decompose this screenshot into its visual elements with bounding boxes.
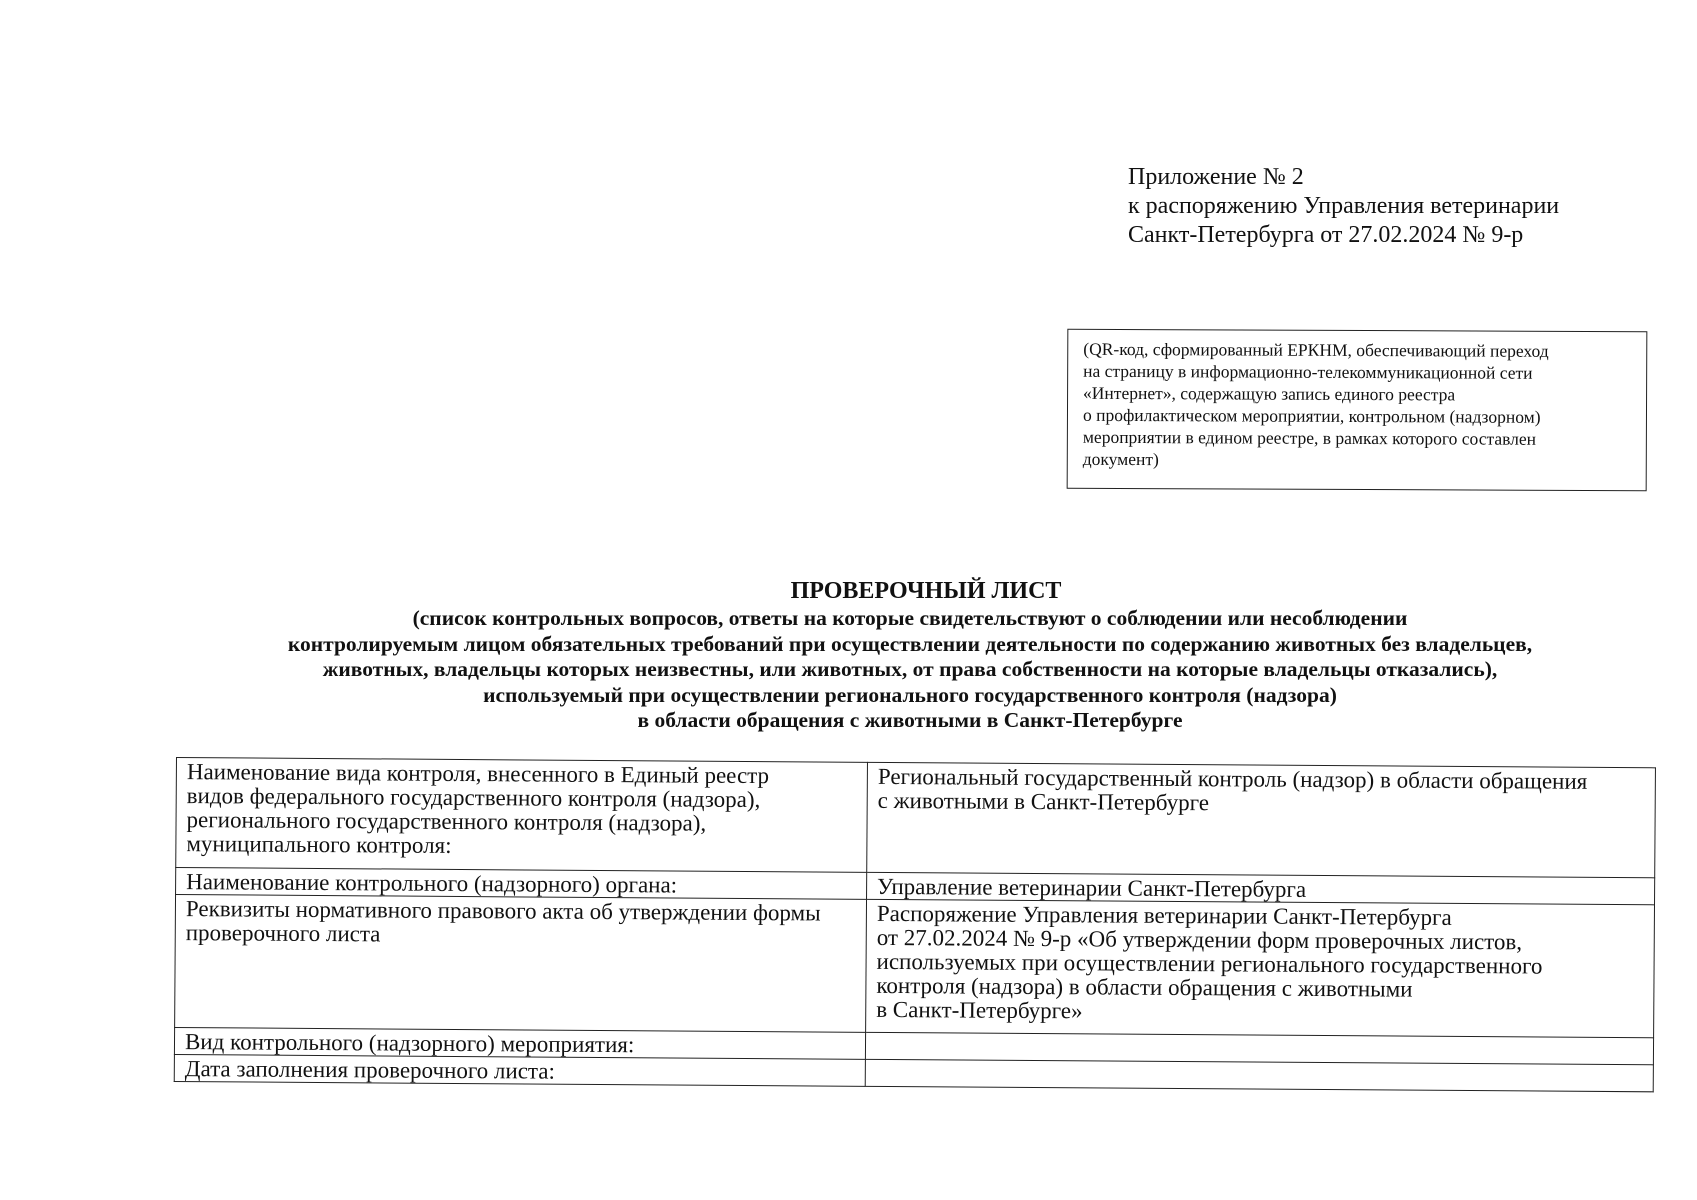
cell-line: Управление ветеринарии Санкт-Петербурга: [877, 873, 1307, 902]
appendix-header: [1128, 163, 1559, 250]
checklist-info-table: [174, 757, 1656, 1092]
appendix-line: Санкт-Петербурга от 27.02.2024 № 9-р: [1128, 222, 1524, 248]
cell-line: Наименование вида контроля, внесенного в Единый реестр: [186, 759, 770, 789]
cell-line: в Санкт-Петербурге»: [876, 996, 1083, 1024]
table-row: [176, 758, 1656, 878]
row-value-cell-empty[interactable]: [865, 1059, 1653, 1092]
row-label-cell: [175, 895, 867, 1033]
qr-box-line: о профилактическом мероприятии, контрольном (надзорном): [1082, 404, 1541, 427]
cell-line: видов федерального государственного контроля (надзора),: [186, 783, 761, 813]
cell-line: Реквизиты нормативного правового акта об утверждении формы: [185, 896, 821, 926]
qr-code-placeholder-box: [1067, 329, 1648, 492]
table-row: [175, 895, 1655, 1038]
qr-box-line: мероприятии в едином реестре, в рамках которого составлен: [1082, 426, 1537, 449]
subtitle-line: животных, владельцы которых неизвестны, или животных, от права собственности на которые владельцы отказались),: [322, 657, 1498, 681]
cell-line: с животными в Санкт-Петербурге: [877, 787, 1210, 816]
subtitle-line: используемый при осуществлении регионального государственного контроля (надзора): [483, 682, 1337, 707]
cell-line: используемых при осуществлении регионального государственного: [876, 948, 1543, 979]
document-subtitle: [160, 606, 1660, 734]
subtitle-line: контролируемым лицом обязательных требований при осуществлении деятельности по содержанию животных без владельцев,: [287, 631, 1533, 656]
cell-line: контроля (надзора) в области обращения с животными: [876, 972, 1413, 1002]
cell-line: проверочного листа: [185, 920, 381, 947]
row-label-cell: [176, 868, 867, 900]
row-label-cell: [174, 1027, 865, 1059]
cell-line: Региональный государственный контроль (надзор) в области обращения: [877, 763, 1588, 794]
cell-line: Наименование контрольного (надзорного) органа:: [186, 869, 678, 898]
cell-line: Распоряжение Управления ветеринарии Санкт-Петербурга: [876, 900, 1452, 930]
row-value-cell: [867, 762, 1656, 877]
cell-line: муниципального контроля:: [186, 831, 452, 858]
qr-box-line: «Интернет», содержащую запись единого реестра: [1083, 382, 1456, 405]
appendix-line: Приложение № 2: [1128, 164, 1304, 190]
qr-box-line: документ): [1082, 448, 1159, 470]
row-label-cell: [174, 1054, 865, 1086]
document-title: ПРОВЕРОЧНЫЙ ЛИСТ: [790, 578, 1062, 604]
row-label-cell: [176, 758, 868, 873]
cell-line: Дата заполнения проверочного листа:: [184, 1056, 555, 1084]
qr-box-line: (QR-код, сформированный ЕРКНМ, обеспечивающий переход: [1083, 338, 1549, 361]
appendix-line: к распоряжению Управления ветеринарии: [1128, 193, 1560, 219]
subtitle-line: в области обращения с животными в Санкт-Петербурге: [637, 708, 1183, 732]
document-title-block: [160, 576, 1660, 734]
cell-line: от 27.02.2024 № 9-р «Об утверждении форм проверочных листов,: [876, 924, 1523, 955]
cell-line: регионального государственного контроля (надзора),: [186, 807, 707, 836]
qr-box-line: на страницу в информационно-телекоммуникационной сети: [1083, 360, 1533, 383]
cell-line: Вид контрольного (надзорного) мероприятия:: [184, 1029, 635, 1058]
row-value-cell: [866, 899, 1655, 1037]
subtitle-line: (список контрольных вопросов, ответы на которые свидетельствуют о соблюдении или несоблюдении: [412, 606, 1408, 630]
